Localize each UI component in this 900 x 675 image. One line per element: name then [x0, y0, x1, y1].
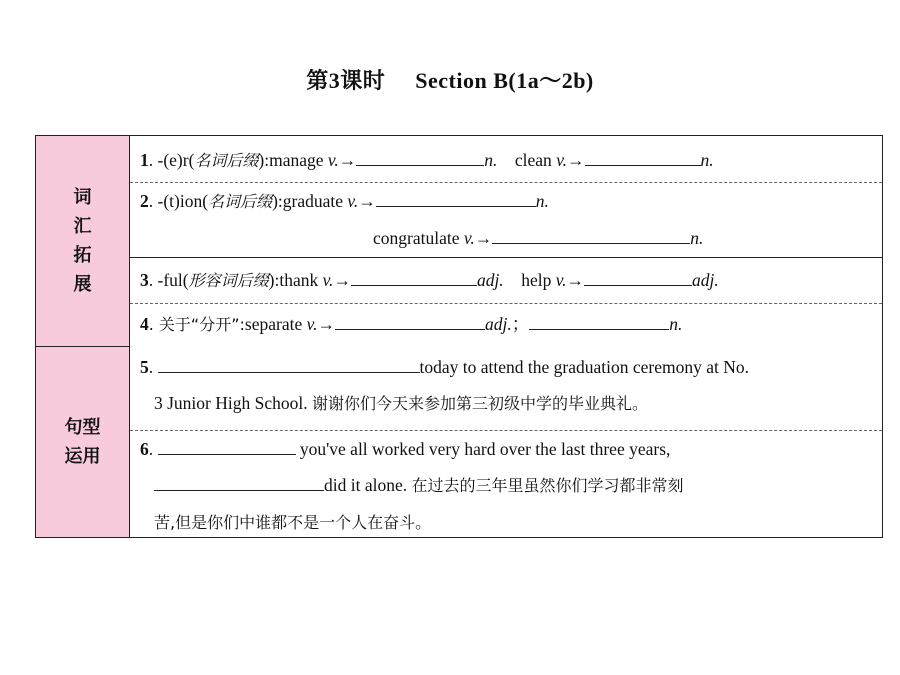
answer-blank[interactable] — [356, 147, 484, 166]
answer-blank[interactable] — [158, 436, 296, 455]
arrow: → — [358, 191, 376, 211]
arrow: → — [567, 150, 585, 170]
sentence-text: you've all worked very hard over the last three years, — [299, 439, 671, 459]
part-of-speech: v. — [322, 270, 334, 290]
part-of-speech: v. — [556, 150, 568, 170]
sentence-row-5: 5. today to attend the graduation ceremony at No. 3 Junior High School. 谢谢你们今天来参加第三初级中学的毕业典礼。 — [130, 349, 882, 431]
answer-blank[interactable] — [154, 472, 324, 491]
answer-blank[interactable] — [585, 147, 701, 166]
answer-blank[interactable] — [351, 267, 477, 286]
item-number: 3 — [140, 270, 149, 290]
arrow: → — [474, 228, 493, 248]
colon: : — [264, 150, 270, 170]
suffix-note: 形容词后缀 — [188, 271, 269, 290]
part-of-speech: v. — [463, 228, 475, 248]
base-word: help — [521, 270, 552, 290]
category-vocab — [36, 136, 130, 347]
colon: : — [274, 270, 280, 290]
base-word: congratulate — [373, 228, 460, 248]
result-pos: adj. — [476, 270, 504, 290]
answer-blank[interactable] — [158, 354, 420, 373]
category-char: 词 — [73, 187, 92, 208]
category-char: 运用 — [64, 446, 101, 467]
item-number: 1 — [140, 150, 149, 170]
arrow: → — [333, 270, 351, 290]
lesson-label: 第3课时 — [306, 68, 386, 93]
answer-blank[interactable] — [584, 267, 692, 286]
base-word: manage — [269, 150, 324, 170]
category-sentence — [36, 347, 130, 537]
suffix-note: 名词后缀 — [194, 151, 259, 170]
result-pos: n. — [690, 228, 704, 248]
result-pos: adj. — [692, 270, 719, 290]
arrow: → — [338, 150, 357, 170]
part-of-speech: v. — [306, 314, 318, 334]
item-number: 5 — [140, 357, 149, 377]
suffix: . -ful( — [148, 270, 189, 290]
sentence-translation: 苦,但是你们中谁都不是一个人在奋斗。 — [154, 513, 432, 532]
section-label: Section B(1a～2b) — [415, 68, 594, 93]
result-pos: adj. — [484, 314, 512, 334]
part-of-speech: v. — [347, 191, 359, 211]
item-prefix: . 关于“分开”: — [148, 315, 245, 334]
sentence-translation: 在过去的三年里虽然你们学习都非常刻 — [411, 476, 684, 495]
vocab-row-3 — [130, 258, 882, 304]
vocab-row-2 — [130, 183, 882, 258]
paren: ) — [268, 270, 275, 290]
item-number: 6 — [140, 439, 149, 459]
part-of-speech: v. — [555, 270, 567, 290]
suffix: . -(e)r( — [148, 150, 195, 170]
vocab-row-4 — [130, 304, 882, 347]
suffix-note: 名词后缀 — [208, 192, 273, 211]
sentence-text: today to attend the graduation ceremony at No. — [419, 357, 749, 377]
sentence-text: did it alone. — [324, 475, 408, 495]
result-pos: n. — [535, 191, 549, 211]
arrow: → — [317, 314, 335, 334]
part-of-speech: v. — [327, 150, 339, 170]
arrow: → — [566, 270, 585, 290]
base-word: separate — [244, 314, 303, 334]
sentence-row-6: 6. you've all worked very hard over the last three years, did it alone. 在过去的三年里虽然你们学习都非常刻 苦,但是你们中谁都不是一个人在奋斗。 — [130, 431, 882, 537]
vocab-row-1 — [130, 139, 882, 183]
exercise-table — [35, 135, 883, 538]
category-char: 拓 — [73, 245, 92, 266]
sentence-text: 3 Junior High School. — [154, 393, 308, 413]
answer-blank[interactable] — [376, 188, 536, 207]
result-pos: n. — [484, 150, 498, 170]
category-char: 句型 — [64, 417, 101, 438]
category-char: 展 — [73, 274, 92, 295]
sentence-translation: 谢谢你们今天来参加第三初级中学的毕业典礼。 — [312, 394, 649, 413]
result-pos: n. — [700, 150, 714, 170]
paren: ) — [272, 191, 278, 211]
base-word: clean — [514, 150, 552, 170]
answer-blank[interactable] — [529, 311, 669, 330]
base-word: graduate — [282, 191, 344, 211]
colon: : — [277, 191, 283, 211]
paren: ) — [258, 150, 265, 170]
separator: ； — [511, 314, 530, 334]
answer-blank[interactable] — [335, 311, 485, 330]
result-pos: n. — [669, 314, 683, 334]
item-number: 2 — [140, 191, 149, 211]
base-word: thank — [279, 270, 319, 290]
answer-blank[interactable] — [492, 225, 690, 244]
item-number: 4 — [140, 314, 149, 334]
suffix: . -(t)ion( — [148, 191, 209, 211]
page-title — [0, 64, 900, 95]
category-char: 汇 — [73, 216, 92, 237]
